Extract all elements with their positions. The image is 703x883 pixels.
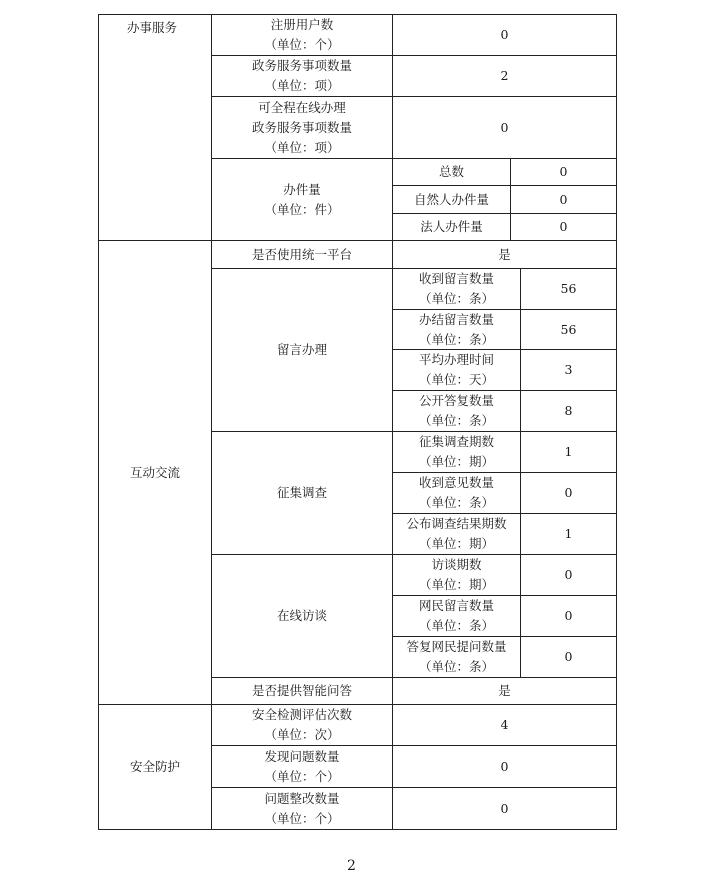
messages-handled-value: 56	[560, 321, 577, 337]
unit-text: （单位：条）	[418, 413, 494, 428]
label-text: 办结留言数量	[418, 311, 494, 327]
unit-text: （单位：期）	[418, 577, 494, 592]
interview-periods-label	[393, 555, 520, 595]
survey-results-label	[393, 514, 520, 554]
survey-opinions-label	[393, 473, 520, 513]
cases-legal-value: 0	[559, 219, 568, 234]
smart-qa-label: 是否提供智能问答	[251, 683, 352, 698]
cases-natural-label: 自然人办件量	[413, 191, 489, 207]
cases-total-value: 0	[559, 164, 568, 179]
section-title-interaction: 互动交流	[129, 464, 180, 480]
unit-text: （单位：件）	[264, 201, 340, 217]
registered-users-value: 0	[500, 27, 509, 42]
assessments-label	[212, 705, 392, 745]
survey-opinions-value: 0	[564, 485, 573, 500]
netizen-msgs-value: 0	[564, 608, 573, 623]
label-text: 收到意见数量	[418, 475, 494, 490]
table-border	[616, 14, 617, 830]
messages-received-label	[393, 269, 520, 309]
issues-fixed-value: 0	[500, 800, 509, 816]
avg-time-value: 3	[564, 362, 573, 377]
public-replies-label	[393, 391, 520, 431]
netizen-replies-label	[393, 637, 520, 677]
unified-platform-value: 是	[498, 246, 511, 262]
label-text: 答复网民提问数量	[406, 639, 507, 654]
assessments-value: 4	[500, 717, 509, 732]
messages-label: 留言办理	[276, 342, 327, 357]
issues-fixed-label	[212, 788, 392, 829]
unit-text: （单位：项）	[264, 78, 340, 93]
label-text: 安全检测评估次数	[251, 707, 352, 722]
unit-text: （单位：条）	[418, 331, 494, 347]
messages-received-value: 56	[560, 281, 577, 296]
page-number: 2	[347, 858, 356, 874]
avg-time-label	[393, 350, 520, 390]
survey-periods-label	[393, 432, 520, 472]
label-text: 访谈期数	[431, 557, 482, 572]
label-text: 发现问题数量	[264, 748, 340, 764]
unit-text: （单位：条）	[418, 291, 494, 306]
service-items-label	[212, 56, 392, 96]
label-text: 收到留言数量	[418, 271, 494, 286]
label-text: 平均办理时间	[418, 352, 494, 367]
unified-platform-label: 是否使用统一平台	[251, 246, 352, 262]
cases-total-label: 总数	[438, 164, 464, 179]
cases-natural-value: 0	[559, 191, 568, 207]
smart-qa-value: 是	[498, 683, 511, 698]
unit-text: （单位：条）	[418, 659, 494, 674]
unit-text: （单位：天）	[418, 372, 494, 387]
label-text: 政务服务事项数量	[251, 119, 352, 135]
issues-found-label	[212, 746, 392, 787]
unit-text: （单位：期）	[418, 454, 494, 469]
cases-legal-label: 法人办件量	[420, 219, 483, 234]
registered-users-label	[212, 15, 392, 55]
label-text: 政务服务事项数量	[251, 58, 352, 73]
survey-label: 征集调查	[276, 485, 327, 500]
label-text: 办件量	[283, 181, 321, 197]
survey-periods-value: 1	[564, 444, 573, 459]
unit-text: （单位：项）	[264, 139, 340, 155]
unit-text: （单位：次）	[264, 727, 340, 742]
section-title-service: 办事服务	[127, 20, 178, 35]
cases-label	[212, 159, 392, 240]
label-text: 公布调查结果期数	[406, 516, 507, 531]
unit-text: （单位：条）	[418, 495, 494, 510]
label-text: 公开答复数量	[418, 393, 494, 408]
section-title-security: 安全防护	[129, 759, 180, 774]
service-items-value: 2	[500, 68, 509, 83]
survey-results-value: 1	[564, 526, 573, 541]
public-replies-value: 8	[564, 403, 573, 418]
netizen-replies-value: 0	[564, 649, 573, 664]
label-text: 注册用户数	[270, 17, 334, 32]
online-items-label	[212, 97, 392, 158]
label-text: 网民留言数量	[418, 598, 494, 613]
label-text: 可全程在线办理	[258, 99, 346, 115]
unit-text: （单位：个）	[264, 37, 340, 52]
unit-text: （单位：期）	[418, 536, 494, 551]
label-text: 问题整改数量	[264, 790, 340, 806]
unit-text: （单位：个）	[264, 810, 340, 826]
messages-handled-label	[393, 310, 520, 349]
label-text: 征集调查期数	[418, 434, 494, 449]
interview-periods-value: 0	[564, 567, 573, 582]
online-items-value: 0	[500, 119, 509, 135]
table-border	[98, 829, 617, 830]
unit-text: （单位：条）	[418, 618, 494, 633]
interview-label: 在线访谈	[276, 608, 327, 623]
unit-text: （单位：个）	[264, 768, 340, 784]
issues-found-value: 0	[500, 758, 509, 774]
netizen-msgs-label	[393, 596, 520, 636]
